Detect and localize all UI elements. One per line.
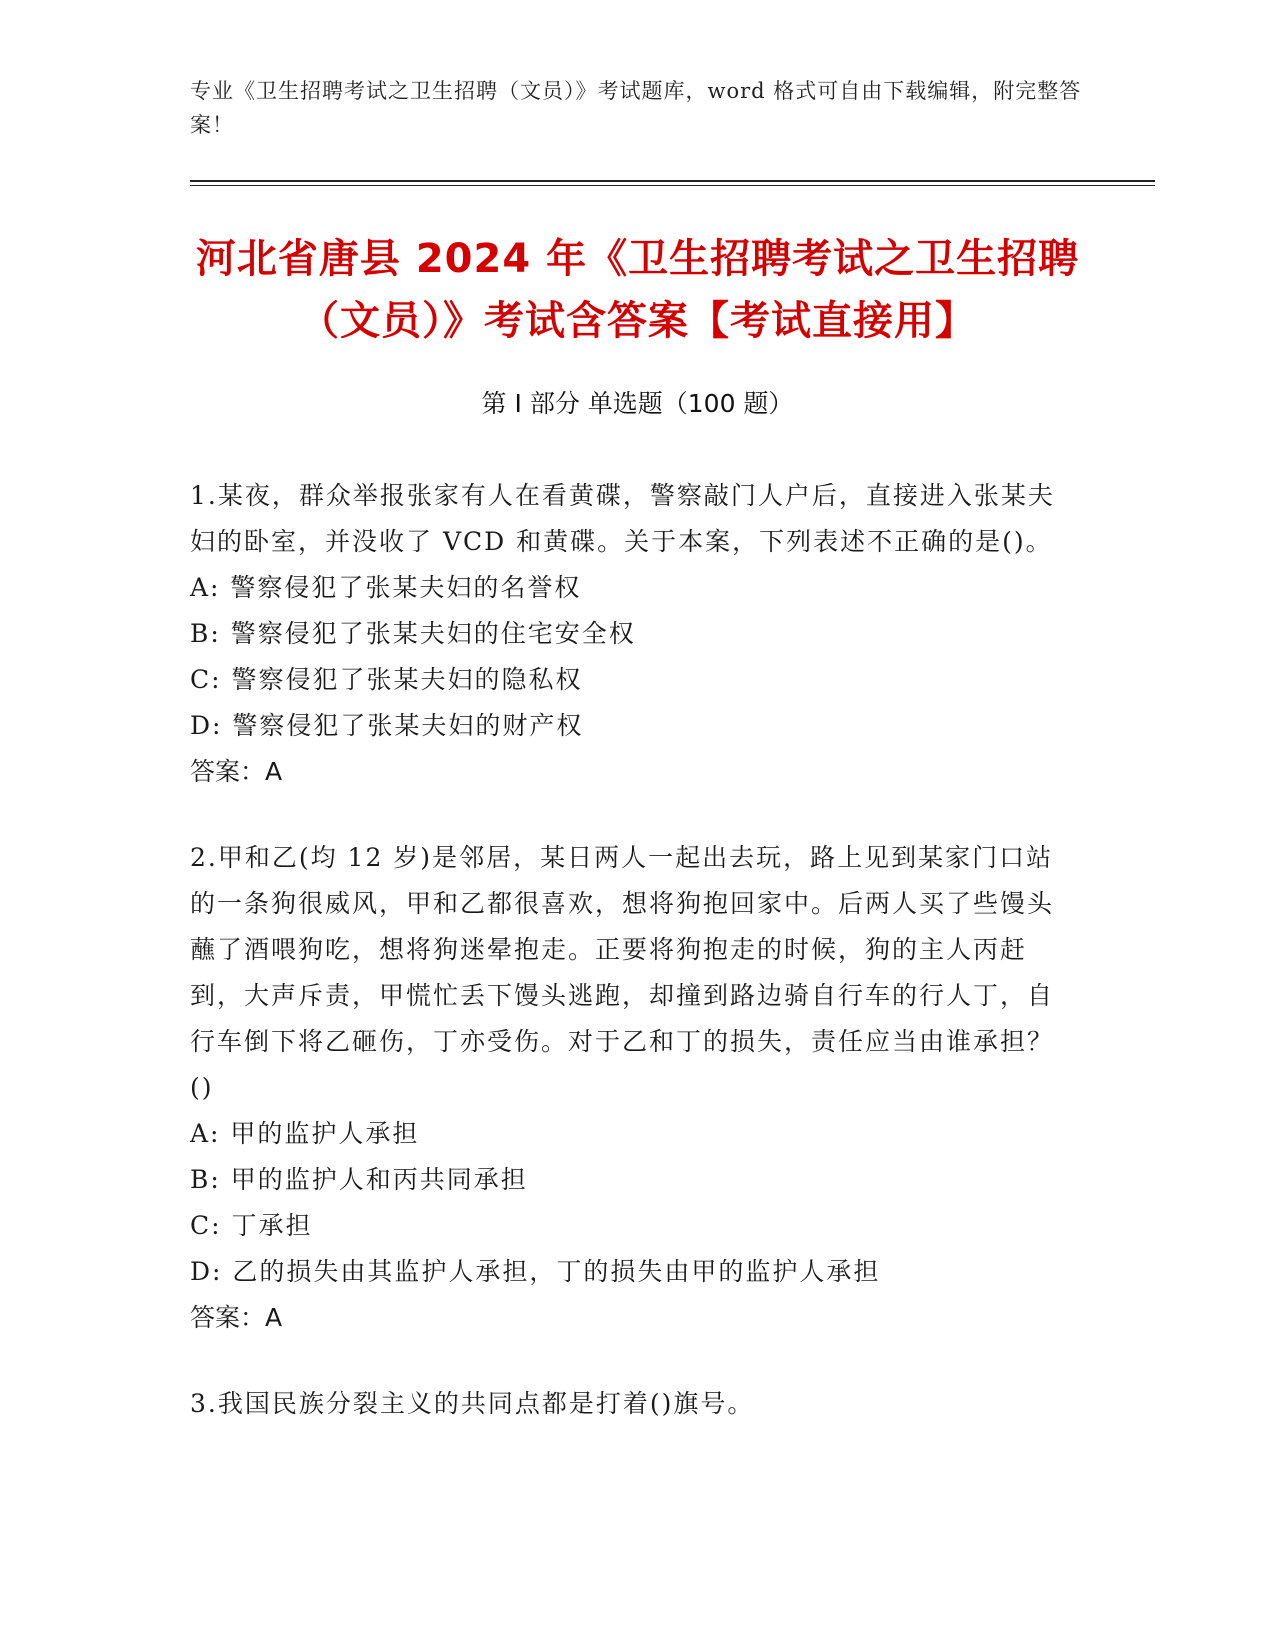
question-text: 3.我国民族分裂主义的共同点都是打着()旗号。 <box>190 1389 755 1418</box>
header-divider <box>190 180 1155 182</box>
option-a: A: 警察侵犯了张某夫妇的名誉权 <box>190 573 582 602</box>
question-text: 1.某夜，群众举报张家有人在看黄碟，警察敲门人户后，直接进入张某夫妇的卧室，并没收了 VCD 和黄碟。关于本案，下列表述不正确的是()。 <box>190 481 1055 556</box>
section-title: 第 I 部分 单选题（100 题） <box>481 389 794 418</box>
option-b: B: 警察侵犯了张某夫妇的住宅安全权 <box>190 619 636 648</box>
option-c: C: 警察侵犯了张某夫妇的隐私权 <box>190 665 583 694</box>
question-list <box>190 473 1070 1467</box>
answer: 答案：A <box>190 1303 283 1332</box>
option-c: C: 丁承担 <box>190 1211 313 1240</box>
option-a: A: 甲的监护人承担 <box>190 1119 420 1148</box>
question-2 <box>190 835 1070 1341</box>
header-note: 专业《卫生招聘考试之卫生招聘（文员）》考试题库，word 格式可自由下载编辑，附完整答案！ <box>190 79 1082 137</box>
option-b: B: 甲的监护人和丙共同承担 <box>190 1165 528 1194</box>
question-text: 2.甲和乙(均 12 岁)是邻居，某日两人一起出去玩，路上见到某家门口站的一条狗很威风，甲和乙都很喜欢，想将狗抱回家中。后两人买了些馒头蘸了酒喂狗吃，想将狗迷晕抱走。正要将狗抱走的时候，狗的主人丙赶到，大声斥责，甲慌忙丢下馒头逃跑，却撞到路边骑自行车的行人丁，自行车倒下将乙砸伤，丁亦受伤。对于乙和丁的损失，责任应当由谁承担？() <box>190 843 1055 1102</box>
option-d: D: 乙的损失由其监护人承担，丁的损失由甲的监护人承担 <box>190 1257 881 1286</box>
document-title: 河北省唐县 2024 年《卫生招聘考试之卫生招聘（文员）》考试含答案【考试直接用】 <box>195 236 1080 344</box>
question-3 <box>190 1381 1070 1427</box>
option-d: D: 警察侵犯了张某夫妇的财产权 <box>190 711 584 740</box>
answer: 答案：A <box>190 757 283 786</box>
question-1 <box>190 473 1070 795</box>
header-divider-thin <box>190 185 1155 186</box>
